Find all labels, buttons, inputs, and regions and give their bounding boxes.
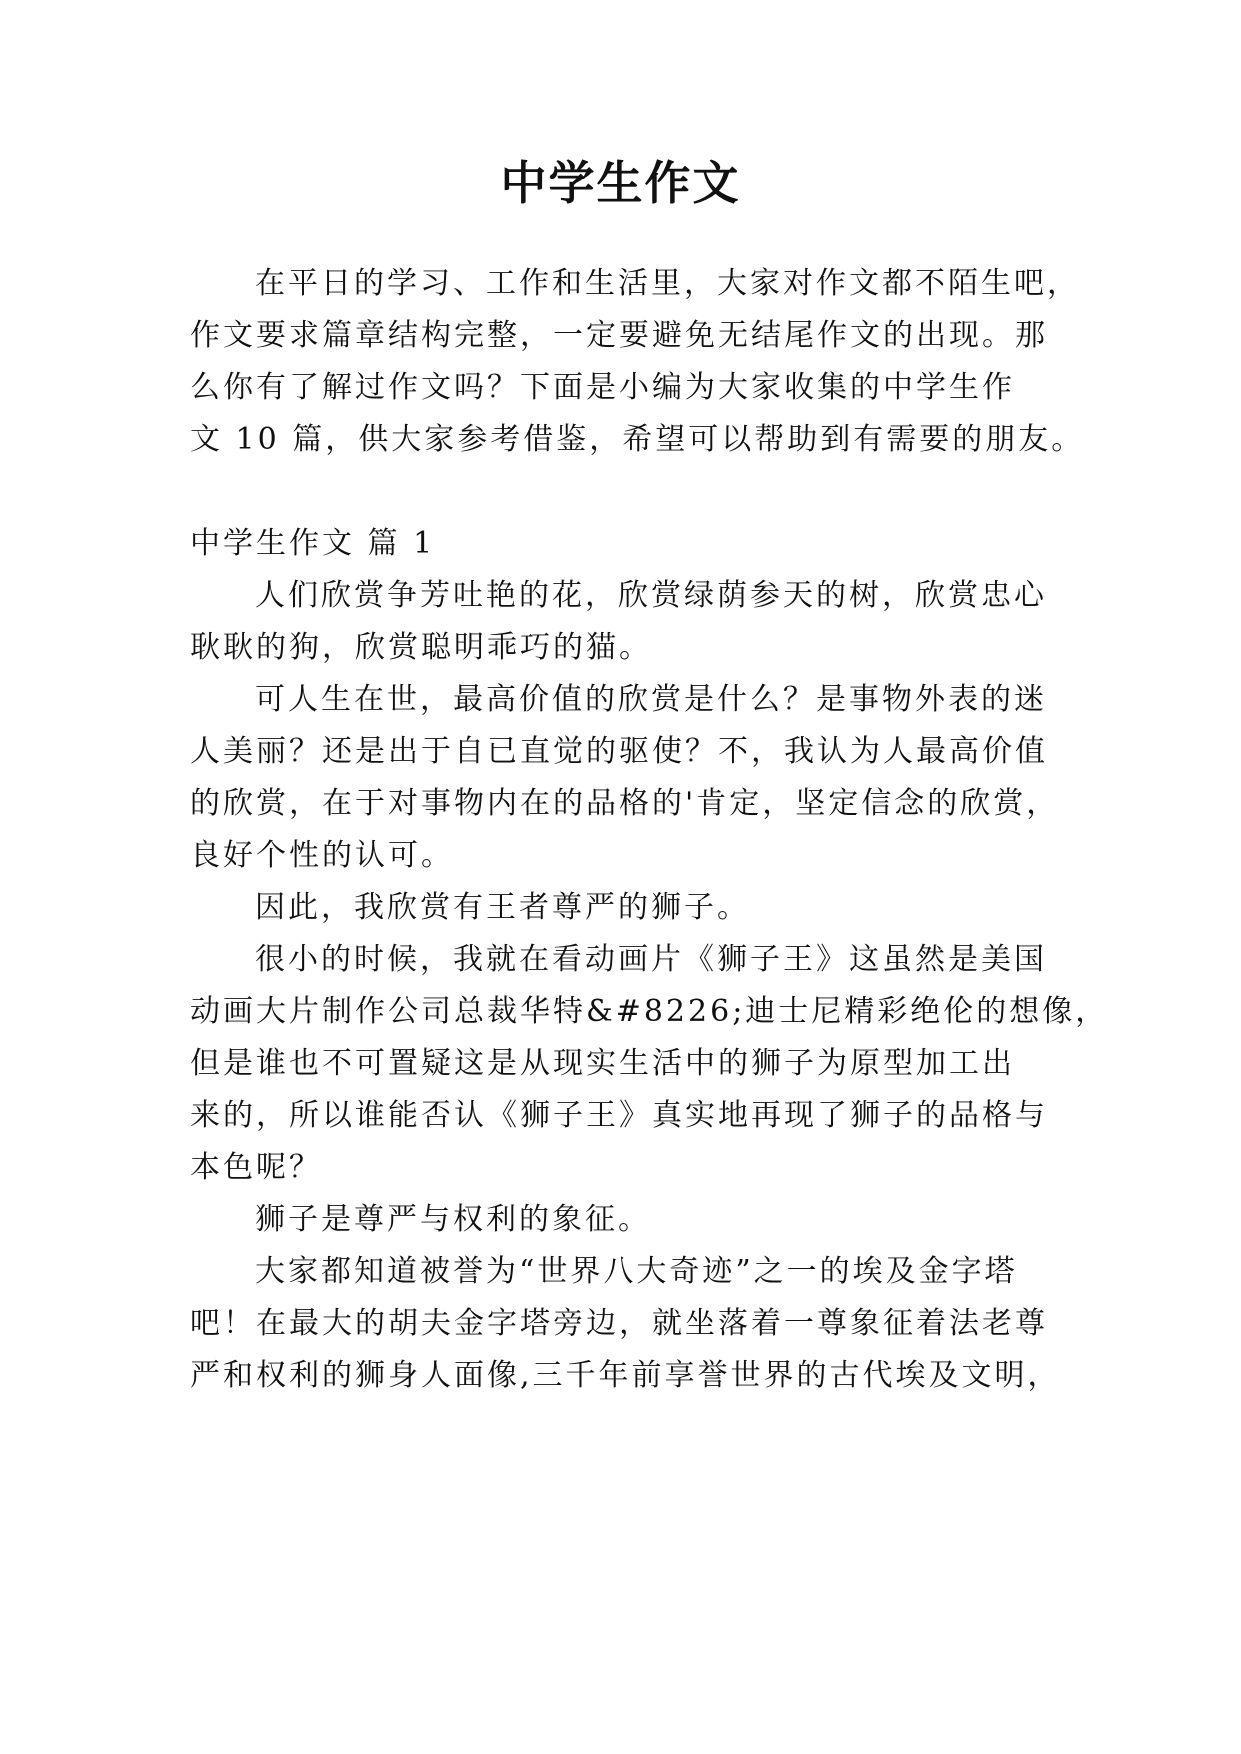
body-line: 因此，我欣赏有王者尊严的狮子。: [255, 890, 750, 925]
body-line: 严和权利的狮身人面像,三千年前享誉世界的古代埃及文明，: [190, 1358, 1061, 1393]
body-line: 人美丽？还是出于自已直觉的驱使？不，我认为人最高价值: [190, 734, 1048, 769]
body-line: 来的，所以谁能否认《狮子王》真实地再现了狮子的品格与: [190, 1098, 1048, 1133]
body-line: 很小的时候，我就在看动画片《狮子王》这虽然是美国: [255, 942, 1047, 977]
intro-line: 么你有了解过作文吗？下面是小编为大家收集的中学生作: [190, 370, 1015, 405]
section-heading: 中学生作文 篇 1: [190, 526, 436, 561]
document-title: 中学生作文: [500, 156, 741, 210]
intro-line: 作文要求篇章结构完整，一定要避免无结尾作文的出现。那: [190, 318, 1048, 353]
body-line: 但是谁也不可置疑这是从现实生活中的狮子为原型加工出: [190, 1046, 1015, 1081]
body-line: 的欣赏，在于对事物内在的品格的'肯定，坚定信念的欣赏，: [190, 786, 1060, 821]
body-line: 大家都知道被誉为“世界八大奇迹”之一的埃及金字塔: [255, 1254, 1018, 1289]
body-line: 可人生在世，最高价值的欣赏是什么？是事物外表的迷: [255, 682, 1047, 717]
body-line: 良好个性的认可。: [190, 838, 454, 873]
intro-line: 文 10 篇，供大家参考借鉴，希望可以帮助到有需要的朋友。: [190, 422, 1085, 457]
intro-line: 在平日的学习、工作和生活里，大家对作文都不陌生吧，: [255, 266, 1080, 301]
body-line: 狮子是尊严与权利的象征。: [255, 1202, 651, 1237]
body-line: 人们欣赏争芳吐艳的花，欣赏绿荫参天的树，欣赏忠心: [255, 578, 1047, 613]
body-line: 动画大片制作公司总裁华特&#8226;迪士尼精彩绝伦的想像，: [190, 994, 1109, 1029]
body-line: 耿耿的狗，欣赏聪明乖巧的猫。: [190, 630, 652, 665]
body-line: 吧！在最大的胡夫金字塔旁边，就坐落着一尊象征着法老尊: [190, 1306, 1048, 1341]
body-line: 本色呢？: [190, 1150, 322, 1185]
